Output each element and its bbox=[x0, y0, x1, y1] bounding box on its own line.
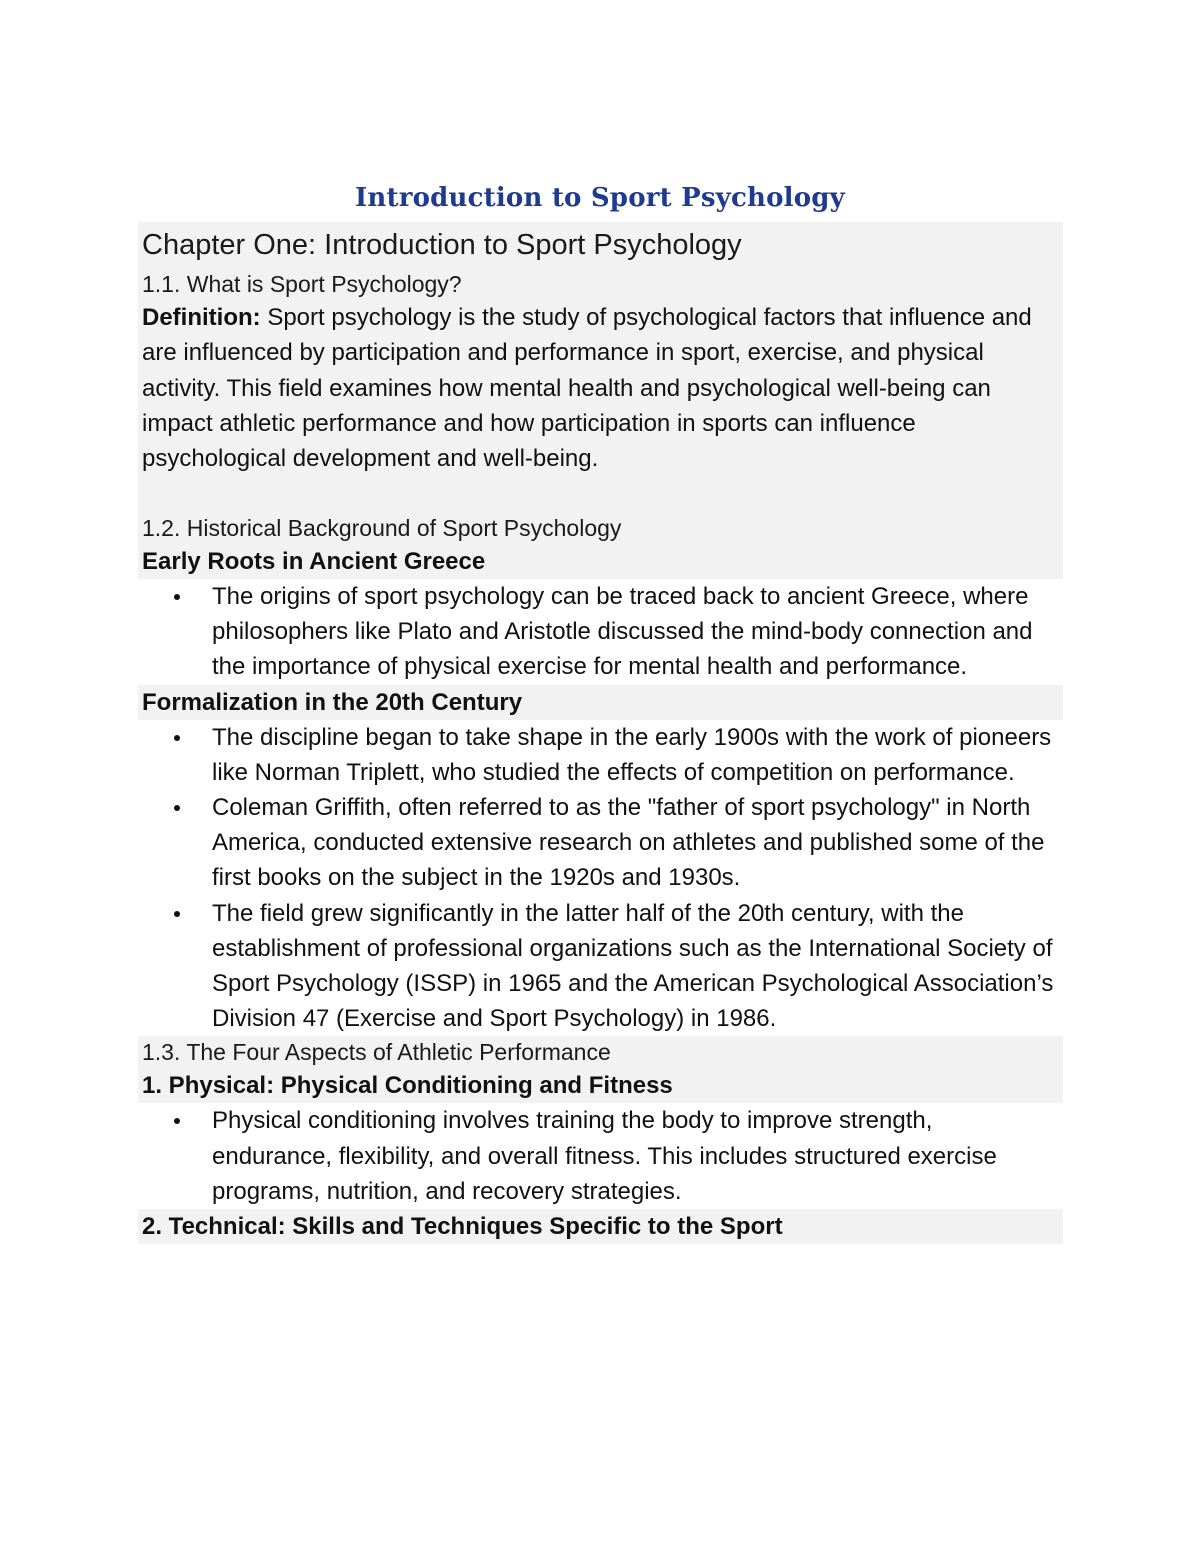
list-item-text: The discipline began to take shape in the early 1900s with the work of pioneers like Norman Triplett, who studied the effects of competition on performance. bbox=[212, 723, 1052, 786]
section-1-3-heading: 1.3. The Four Aspects of Athletic Performance bbox=[142, 1039, 611, 1066]
definition-text: Sport psychology is the study of psychological factors that influence and are influenced by participation and performance in sport, exercise, and physical activity. This field examines how mental health and psychological well-being can impact athletic performance and how participation in sports can influence psychological development and well-being. bbox=[142, 304, 1032, 473]
document-body bbox=[138, 222, 1063, 1244]
page-title: Introduction to Sport Psychology bbox=[355, 183, 845, 214]
early-roots-heading: Early Roots in Ancient Greece bbox=[142, 548, 486, 575]
list-item-text: Coleman Griffith, often referred to as the "father of sport psychology" in North America, conducted extensive research on athletes and published some of the first books on the subject in the 1920s and 1930s. bbox=[212, 794, 1045, 892]
list-item-text: The field grew significantly in the latter half of the 20th century, with the establishment of professional organizations such as the International Society of Sport Psychology (ISSP) in 1965 and the American Psychological Association’s Division 47 (Exercise and Sport Psychology) in 1986. bbox=[212, 899, 1054, 1033]
shaded-block-chapter bbox=[138, 222, 1063, 579]
formalization-list bbox=[138, 720, 1063, 1037]
definition-paragraph bbox=[138, 300, 1063, 512]
physical-heading: 1. Physical: Physical Conditioning and Fitness bbox=[142, 1072, 673, 1100]
bullet-icon bbox=[174, 805, 180, 811]
list-item-text: Physical conditioning involves training the body to improve strength, endurance, flexibility, and overall fitness. This includes structured exercise programs, nutrition, and recovery strategies. bbox=[212, 1107, 997, 1205]
bullet-icon bbox=[174, 735, 180, 741]
definition-label: Definition: bbox=[142, 304, 261, 331]
shaded-block-section-1-3 bbox=[138, 1036, 1063, 1103]
list-item bbox=[138, 896, 1063, 1037]
list-item bbox=[138, 579, 1063, 685]
physical-list bbox=[138, 1103, 1063, 1209]
list-item bbox=[138, 720, 1063, 790]
bullet-icon bbox=[174, 911, 180, 917]
section-1-1-heading: 1.1. What is Sport Psychology? bbox=[142, 271, 462, 297]
chapter-heading: Chapter One: Introduction to Sport Psychology bbox=[142, 229, 742, 261]
bullet-icon bbox=[174, 1118, 180, 1124]
section-1-2-heading: 1.2. Historical Background of Sport Psychology bbox=[142, 515, 622, 541]
list-item-text: The origins of sport psychology can be traced back to ancient Greece, where philosophers like Plato and Aristotle discussed the mind-body connection and the importance of physical exercise for mental health and performance. bbox=[212, 583, 1033, 681]
bullet-icon bbox=[174, 594, 180, 600]
early-roots-list bbox=[138, 579, 1063, 685]
formalization-heading: Formalization in the 20th Century bbox=[138, 685, 1063, 720]
list-item bbox=[138, 790, 1063, 896]
technical-heading: 2. Technical: Skills and Techniques Specific to the Sport bbox=[138, 1209, 1063, 1244]
list-item bbox=[138, 1103, 1063, 1209]
